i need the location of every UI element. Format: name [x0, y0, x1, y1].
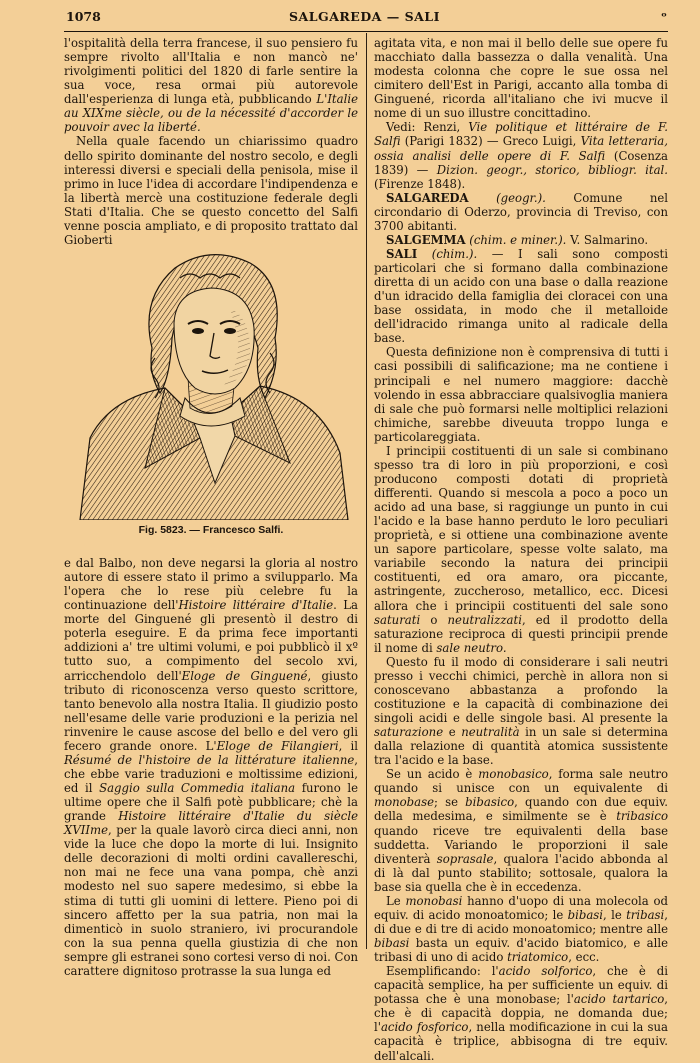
- paragraph: Le monobasi hanno d'uopo di una molecola od equiv. di acido monoatomico; le bibasi, le tribasi, di due e di tre di acido monoatomico; mentre alle bibasi basta un equiv. d'acido biatomico, e alle tribasi di uno di acido triatomico, ecc.: [374, 893, 669, 965]
- paragraph: Nella quale facendo un chiarissimo quadro dello spirito dominante del nostro secolo, e degli interessi diversi e speciali della penisola, mise il primo in luce l'idea di accordare l'indipendenza e la libertà mercè una costituzione federale degli Stati d'Italia. Che se questo concetto del Salfi venne poscia ampliato, e di proposito trattato dal Gioberti: [64, 134, 358, 247]
- paragraph: Se un acido è monobasico, forma sale neutro quando si unisce con un equivalente di monobase; se bibasico, quando con due equiv. della medesima, e similmente se è tribasico quando riceve tre equivalenti della base suddetta. Variando le proporzioni il sale diventerà soprasale, qualora l'acido abbonda al di là dal punto stabilito; sottosale, qualora la base sia quella che è in eccedenza.: [374, 767, 669, 894]
- right-column: [374, 36, 668, 1063]
- entry-salgareda: SALGAREDA (geogr.). Comune nel circondario di Oderzo, provincia di Treviso, con 3700 abitanti.: [374, 190, 669, 233]
- page-number: 1078: [66, 9, 101, 24]
- entry-headword: SALGAREDA: [386, 190, 469, 205]
- entry-salgemma: SALGEMMA (chim. e miner.). V. Salmarino.: [386, 232, 649, 247]
- entry-headword: SALGEMMA: [386, 232, 466, 247]
- page-header: [62, 6, 667, 26]
- left-column-bottom: [64, 556, 358, 978]
- paragraph: Esemplificando: l'acido solforico, che è di capacità semplice, ha per sufficiente un equiv. di potassa che è una monobase; l'acido tartarico, che è di capacità doppia, ne domanda due; l'acido fosforico, nella modificazione in cui la sua capacità è triplice, abbisogna di tre equiv. dell'alcali.: [374, 964, 668, 1063]
- column-divider: [366, 33, 367, 949]
- paragraph: Questo fu il modo di considerare i sali neutri presso i vecchi chimici, perchè in allora non si conoscevano abbastanza a profondo la costituzione e la capacità di combinazione dei singoli acidi e delle singole basi. Al presente la saturazione e neutralità in un sale si determina dalla relazione di quantità atomica sussistente tra l'acido e la base.: [374, 654, 669, 768]
- paragraph: I principii costituenti di un sale si combinano spesso tra di loro in più proporzioni, e così producono composti dotati di proprietà differenti. Quando si mescola a poco a poco un acido ad una base, si raggiunge un punto in cui l'acido e la base hanno perduto le loro peculiari proprietà, e si ottiene una combinazione avente un sapore particolare, spesse volte salato, ma variabile secondo la natura dei principii costituenti, ed ora amaro, ora piccante, astringente, zuccheroso, metallico, ecc. Dicesi allora che i principii costituenti del sale sono saturati o neutralizzati, ed il prodotto della saturazione reciproca di questi principii prende il nome di sale neutro.: [374, 443, 668, 655]
- figure-caption: Fig. 5823. — Francesco Salfi.: [138, 524, 284, 536]
- left-column-top: [64, 36, 358, 247]
- running-title: SALGAREDA — SALI: [289, 9, 440, 24]
- entry-sali: SALI (chim.). — I sali sono composti particolari che si formano dalla combinazione diretta di un acido con una base o dalla reazione d'un idracido della famiglia dei cloracei con una base ossidata, in modo che il metalloide dell'idracido rimanga unito al radicale della base.: [374, 246, 668, 346]
- italic-title: L'Italie au XIXme siècle, ou de la nécessité d'accorder le pouvoir avec la liberté.: [64, 92, 358, 135]
- paragraph: l'ospitalità della terra francese, il suo pensiero fu sempre rivolto all'Italia e non mancò ne' rivolgimenti politici del 1820 di farle sentire la sua voce, resa ormai più autorevole dall'esperienza di lunga età, pubblicando L'Italie au XIXme siècle, ou de la nécessité d'accorder le pouvoir avec la liberté.: [64, 36, 358, 135]
- paragraph: e dal Balbo, non deve negarsi la gloria al nostro autore di essere stato il primo a svilupparlo. Ma l'opera che lo rese più celebre fu la continuazione dell'Histoire littéraire d'Italie. La morte del Ginguené gli presentò il destro di poterla eseguire. E da prima fece importanti addizioni a' tre ultimi volumi, e poi pubblicò il xº tutto suo, a compimento del secolo xvi, arricchendolo dell'Eloge de Ginguené, giusto tributo di riconoscenza verso questo scrittore, tanto benevolo alla nostra Italia. Il giudizio posto nell'esame delle varie produzioni e la perizia nel rinvenire le cause ascose del bello e del vero gli fecero grande onore. L'Eloge de Filangieri, il Résumé de l'histoire de la littérature italienne, che ebbe varie traduzioni e moltissime edizioni, ed il Saggio sulla Commedia italiana furono le ultime opere che il Salfi potè pubblicare; chè la grande Histoire littéraire d'Italie du siècle XVIIme, per la quale lavorò circa dieci anni, non vide la luce che dopo la morte di lui. Insignito delle decorazioni di molti ordini cavallereschi, non mai ne fece una vana pompa, chè anzi modesto nel suo sapere medesimo, si ebbe la stima di tutti gli uomini di lettere. Pieno poi di sincero affetto per la sua patria, non mai la dimenticò in suolo straniero, ivi procurandole con la sua penna quella giustizia di che non sempre gli estranei sono cortesi verso di noi. Con carattere dignitoso protrasse la sua lunga ed: [64, 556, 359, 978]
- bibliography: Vedi: Renzi, Vie politique et littéraire de F. Salfi (Parigi 1832) — Greco Luigi, Vita letteraria, ossia analisi delle opere di F. Salfi (Cosenza 1839) — Dizion. geogr., storico, bibliogr. ital. (Firenze 1848).: [374, 120, 668, 191]
- paragraph: agitata vita, e non mai il bello delle sue opere fu macchiato dalla bassezza o dalla venalità. Una modesta colonna che copre le sue ossa nel cimitero dell'Est in Parigi, accanto alla tomba di Ginguené, ricorda all'italiano che ivi mucve il nome di un suo illustre concittadino.: [374, 36, 668, 121]
- header-rule: [64, 31, 668, 32]
- portrait-engraving: [70, 238, 352, 520]
- paragraph: Questa definizione non è comprensiva di tutti i casi possibili di salificazione; ma ne contiene i principali e nel numero maggiore: dacchè volendo in essa abbracciare qualsivoglia maniera di sale che può formarsi nelle moltiplici relazioni chimiche, sarebbe diveuuta troppo lunga e particolareggiata.: [374, 345, 668, 444]
- corner-mark: ᵒ: [661, 9, 667, 24]
- entry-headword: SALI: [386, 246, 418, 261]
